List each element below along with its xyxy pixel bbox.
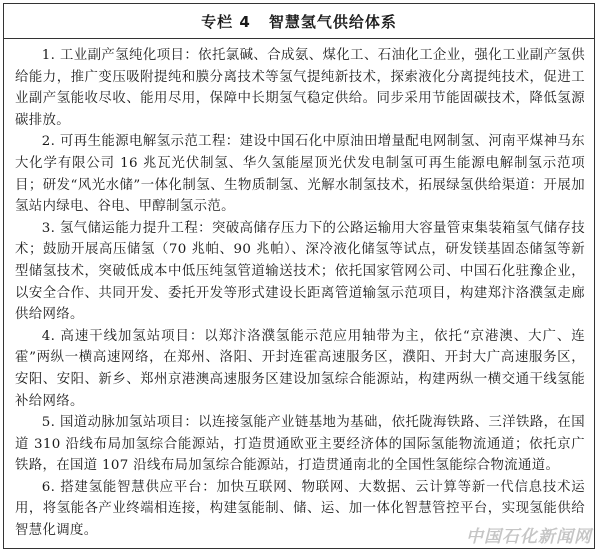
paragraph-1: 1. 工业副产氢纯化项目：依托氯碱、合成氨、煤化工、石油化工企业，强化工业副产氢供给能力，推广变压吸附提纯和膜分离技术等氢气提纯新技术，探索液化分离提纯技术，促进工业副产氢能收尽收、能用尽用，保障中长期氢气稳定供给。同步采用节能固碳技术，降低氢源碳排放。 xyxy=(15,48,585,128)
panel-number: 专栏 4 xyxy=(201,12,251,31)
column-panel xyxy=(3,3,595,549)
paragraph-6: 6. 搭建氢能智慧供应平台：加快互联网、物联网、大数据、云计算等新一代信息技术运用，将氢能各产业终端相连接，构建氢能制、储、运、加一体化智慧管控平台，实现氢能供给智慧化调度。 xyxy=(15,479,585,539)
panel-title: 智慧氢气供给体系 xyxy=(268,12,397,31)
paragraph-2: 2. 可再生能源电解氢示范工程：建设中国石化中原油田增量配电网制氢、河南平煤神马东大化学有限公司 16 兆瓦光伏制氢、华久氢能屋顶光伏发电制氢可再生能源电解制氢示范项目；研发“风光水储”一体化制氢、生物质制氢、光解水制氢技术，拓展绿氢供给渠道：开展加氢站内绿电、谷电、甲醇制氢示范。 xyxy=(15,134,585,215)
watermark: 中国石化新闻网 xyxy=(466,527,592,547)
panel-content xyxy=(4,39,594,542)
paragraph-5: 5. 国道动脉加氢站项目：以连接氢能产业链基地为基础，依托陇海铁路、三洋铁路，在国道 310 沿线布局加氢综合能源站，打造贯通欧亚主要经济体的国际氢能物流通道；依托京广铁路，在国道 107 沿线布局加氢综合能源站，打造贯通南北的全国性氢能综合物流通道。 xyxy=(15,415,585,474)
paragraph-4: 4. 高速干线加氢站项目：以郑汴洛濮氢能示范应用轴带为主，依托“京港澳、大广、连霍”两纵一横高速网络，在郑州、洛阳、开封连霍高速服务区，濮阳、开封大广高速服务区，安阳、安阳、新乡、郑州京港澳高速服务区建设加氢综合能源站，构建两纵一横交通干线氢能补给网络。 xyxy=(15,328,585,409)
panel-header xyxy=(4,4,594,39)
paragraph-3: 3. 氢气储运能力提升工程：突破高储存压力下的公路运输用大容量管束集装箱氢气储存技术；鼓励开展高压储氢（70 兆帕、90 兆帕）、深冷液化储氢等试点，研发镁基固态储氢等新型储氢技术，突破低成本中低压纯氢管道输送技术；依托国家管网公司、中国石化驻豫企业，以安全合作、共同开发、委托开发等形式建设长距离管道输氢示范项目，构建郑汴洛濮氢走廊供给网络。 xyxy=(15,220,585,323)
